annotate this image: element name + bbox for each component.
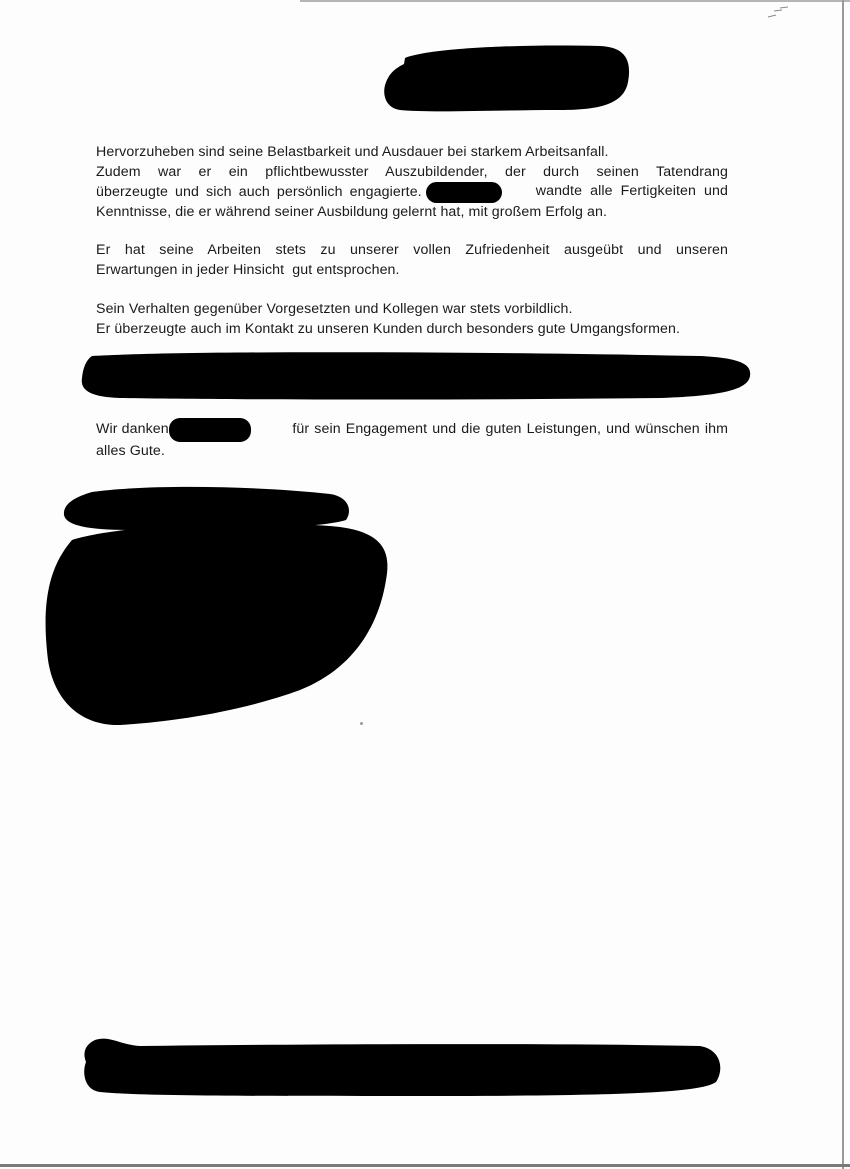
- paragraph-closing: [96, 418, 728, 462]
- paragraph-performance: [96, 241, 728, 280]
- redaction-signature: [46, 524, 388, 726]
- text-line: Zudem war er ein pflichtbewusster Auszubildender, der durch seinen Tatendrang: [96, 163, 728, 180]
- text-segment: Wir danken: [96, 421, 169, 438]
- paragraph-qualities: [96, 143, 728, 223]
- text-line: Sein Verhalten gegenüber Vorgesetzten und Kollegen war stets vorbildlich.: [96, 301, 573, 317]
- text-line: Kenntnisse, die er während seiner Ausbildung gelernt hat, mit großem Erfolg an.: [96, 204, 608, 220]
- text-line: [96, 418, 728, 442]
- text-line: Hervorzuheben sind seine Belastbarkeit und Ausdauer bei starkem Arbeitsanfall.: [96, 144, 609, 160]
- text-line: Er überzeugte auch im Kontakt zu unseren Kunden durch besonders gute Umgangsformen.: [96, 320, 681, 337]
- redaction-footer: [84, 1039, 720, 1096]
- text-line: [96, 182, 728, 203]
- text-line: alles Gute.: [96, 443, 165, 459]
- paragraph-conduct: [96, 300, 728, 339]
- text-segment: überzeugte und sich auch persönlich engagierte.: [96, 183, 422, 200]
- redaction-inline-name: [426, 182, 502, 203]
- redaction-header: [384, 46, 629, 112]
- redaction-middle-line: [82, 352, 750, 399]
- text-line: Er hat seine Arbeiten stets zu unserer vollen Zufriedenheit ausgeübt und unseren: [96, 242, 728, 258]
- redaction-signature-name: [64, 487, 349, 530]
- text-segment: für sein Engagement und die guten Leistungen, und wünschen ihm: [292, 421, 728, 438]
- text-line: Erwartungen in jeder Hinsicht gut entsprochen.: [96, 261, 400, 278]
- text-segment: wandte alle Fertigkeiten und: [535, 183, 728, 199]
- redaction-inline-name: [169, 418, 251, 442]
